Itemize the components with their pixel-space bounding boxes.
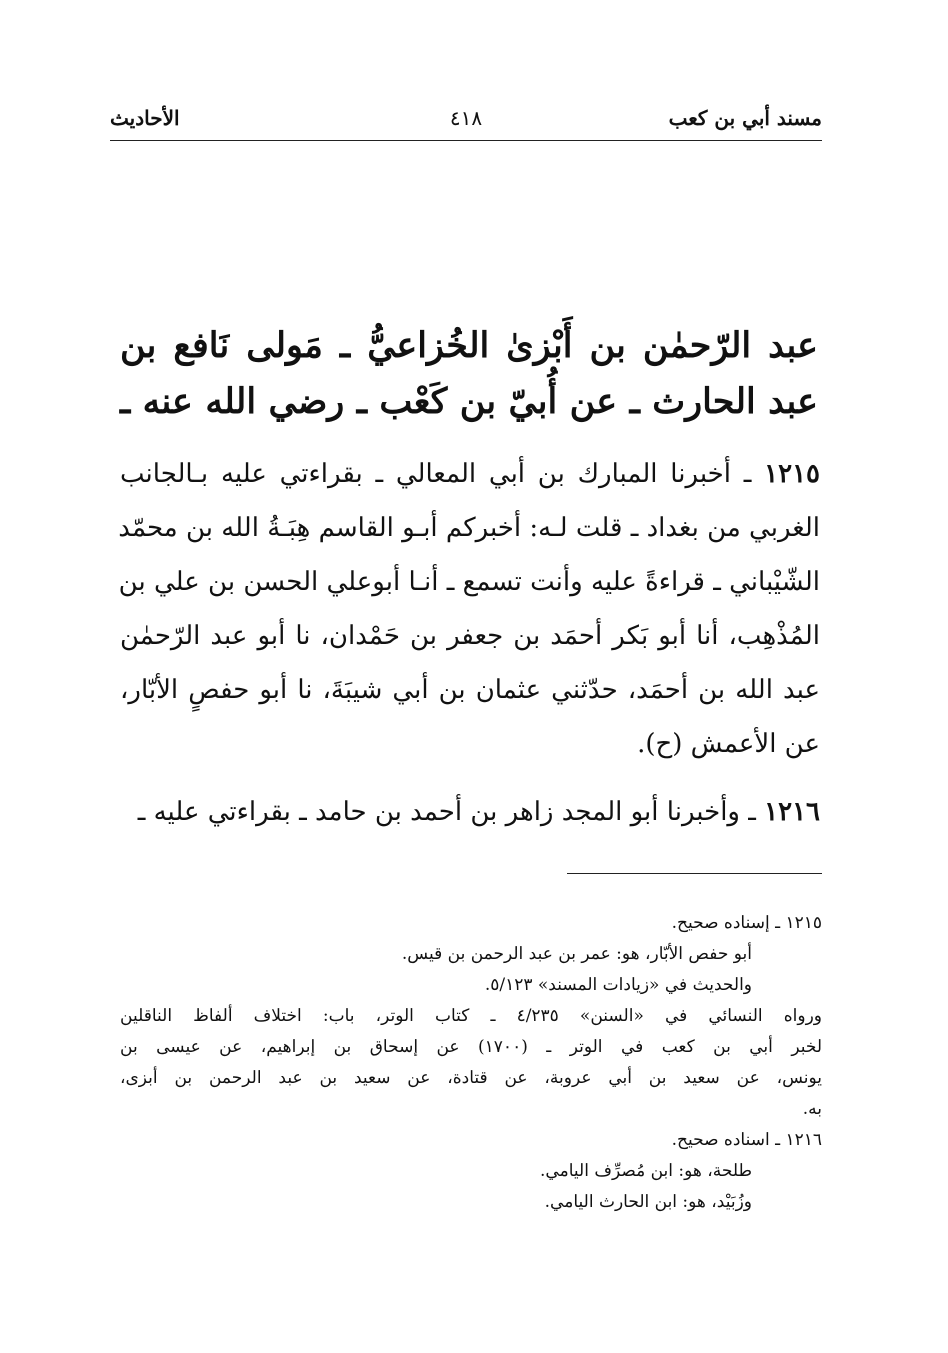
hadith-1215-line-4: المُذْهِب، أنا أبو بَكر أحمَد بن جعفر بن حَمْدان، نا أبو عبد الرّحمٰن bbox=[120, 621, 820, 651]
header-divider bbox=[110, 140, 822, 141]
hadith-text bbox=[120, 447, 820, 839]
footnote-1216-line-1: ١٢١٦ ـ اسناده صحيح. bbox=[671, 1130, 822, 1150]
hadith-1215-line-3: الشّيْباني ـ قراءةً عليه وأنت تسمع ـ أنـا أبوعلي الحسن بن علي بن bbox=[118, 567, 820, 597]
chapter-title-line-1: عبد الرّحمٰن بن أَبْزىٰ الخُزاعيُّ ـ مَولى نَافع بن bbox=[120, 325, 818, 366]
hadith-number-1216: ١٢١٦ bbox=[764, 797, 820, 827]
hadith-number-1215: ١٢١٥ bbox=[764, 459, 820, 489]
footnote-divider bbox=[567, 873, 822, 874]
chapter-title bbox=[120, 318, 818, 430]
hadith-1215-line-2: الغربي من بغداد ـ قلت لـه: أخبركم أبـو القاسم هِبَـةُ الله بن محمّد bbox=[118, 513, 820, 543]
hadith-1216-text-1: ـ وأخبرنا أبو المجد زاهر بن أحمد بن حامد ـ بقراءتي عليه ـ bbox=[137, 797, 756, 827]
footnote-1216-line-3: وزُبَيْد، هو: ابن الحارث اليامي. bbox=[544, 1192, 752, 1212]
header-section-title: الأحاديث bbox=[110, 106, 180, 130]
hadith-1215-text-1: ـ أخبرنا المبارك بن أبي المعالي ـ بقراءتي عليه بـالجانب bbox=[120, 459, 752, 489]
footnote-1215-line-3: والحديث في «زيادات المسند» ٥/١٢٣. bbox=[484, 975, 752, 995]
page-number: ٤١٨ bbox=[449, 106, 483, 130]
chapter-title-line-2: عبد الحارث ـ عن أُبيّ بن كَعْب ـ رضي الله عنه ـ bbox=[120, 381, 818, 422]
hadith-1215-line-1 bbox=[120, 447, 820, 501]
footnote-1216-line-2: طلحة، هو: ابن مُصرِّف اليامي. bbox=[540, 1161, 752, 1181]
footnote-1215-line-1: ١٢١٥ ـ إسناده صحيح. bbox=[671, 913, 822, 933]
footnote-1215-line-6: يونس، عن سعيد بن أبي عروبة، عن قتادة، عن سعيد بن عبد الرحمن بن أبزى، bbox=[120, 1068, 822, 1088]
running-header bbox=[110, 98, 822, 138]
header-book-title: مسند أبي بن كعب bbox=[668, 106, 822, 130]
footnotes bbox=[120, 908, 822, 1218]
footnote-1215-line-2: أبو حفص الأبّار، هو: عمر بن عبد الرحمن بن قيس. bbox=[401, 944, 752, 964]
footnote-1215-line-5: لخبر أبي بن كعب في الوتر ـ (١٧٠٠) عن إسحاق بن إبراهيم، عن عيسى بن bbox=[120, 1037, 822, 1057]
hadith-1216-line-1 bbox=[120, 785, 820, 839]
footnote-1215-line-4: ورواه النسائي في «السنن» ٤/٢٣٥ ـ كتاب الوتر، باب: اختلاف ألفاظ الناقلين bbox=[120, 1006, 822, 1026]
footnote-1215-line-7: به. bbox=[802, 1099, 822, 1119]
hadith-1215-line-5: عبد الله بن أحمَد، حدّثني عثمان بن أبي شيبَةَ، نا أبو حفصٍ الأبّار، bbox=[120, 675, 820, 705]
hadith-1215-line-6: عن الأعمش (ح). bbox=[637, 729, 820, 759]
paragraph-gap bbox=[120, 771, 820, 785]
